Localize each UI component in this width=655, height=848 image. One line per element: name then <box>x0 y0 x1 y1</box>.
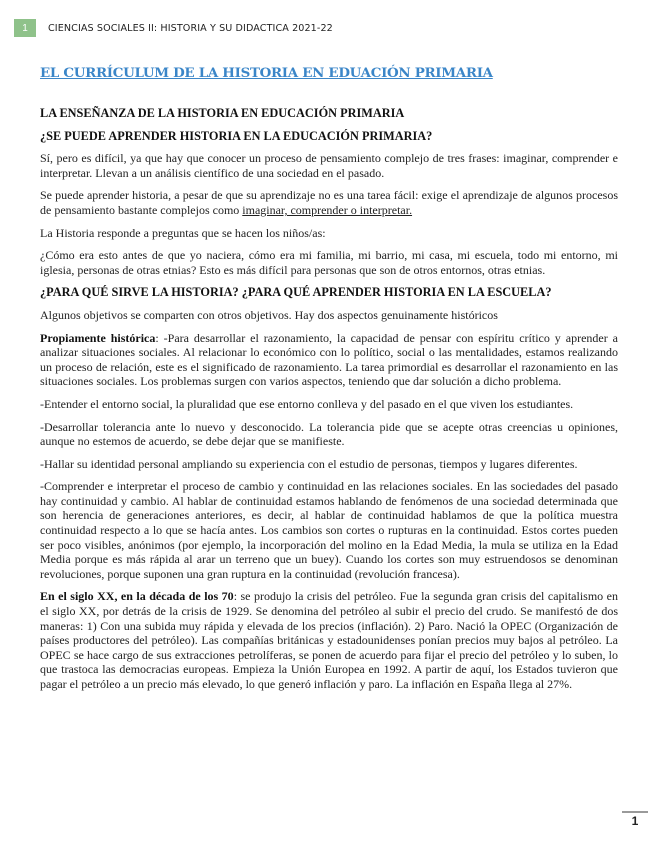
section-heading: ¿PARA QUÉ SIRVE LA HISTORIA? ¿PARA QUÉ APRENDER HISTORIA EN LA ESCUELA? <box>40 285 552 300</box>
document-body <box>40 106 618 700</box>
section-heading: LA ENSEÑANZA DE LA HISTORIA EN EDUCACIÓN PRIMARIA <box>40 106 405 120</box>
paragraph: -Hallar su identidad personal ampliando su experiencia con el estudio de personas, tiempos y lugares diferentes. <box>40 456 578 471</box>
paragraph: -Comprender e interpretar el proceso de cambio y continuidad en las relaciones sociales. En las sociedades del pasado hay continuidad y cambio. Al hablar de continuidad estamos hablando de fenómenos de una sociedad determinada que son herencia de generaciones anteriores, es decir, al hablar de continuidad hablamos de que la política muestra continuidad respecto a lo que se hacía antes. Los cambios son cortes o rupturas en la continuidad. Estos cortes pueden ser poco visibles, anónimos (por ejemplo, la incorporación del molino en la Edad Media, la mula se utiliza en la Edad Media porque es más rápida al arar un terreno que un buey). Cuando los cortes son muy estruendosos se denominan revoluciones, porque suponen una gran ruptura en la continuidad (revolución francesa). <box>40 479 618 581</box>
paragraph: ¿Cómo era esto antes de que yo naciera, cómo era mi familia, mi barrio, mi casa, mi escuela, todo mi entorno, mi iglesia, personas de otras etnias? Esto es más difícil para personas que son de otros entornos, otras etnias. <box>40 248 618 277</box>
paragraph: Sí, pero es difícil, ya que hay que conocer un proceso de pensamiento complejo de tres frases: imaginar, comprender e interpretar. Llevan a un análisis científico de una sociedad en el pasado. <box>40 151 618 180</box>
paragraph <box>40 188 618 217</box>
paragraph <box>40 589 618 691</box>
underlined-text: imaginar, comprender o interpretar. <box>242 202 413 217</box>
main-title: EL CURRÍCULUM DE LA HISTORIA EN EDUACIÓN PRIMARIA <box>40 65 493 81</box>
bold-lead: En el siglo XX, en la década de los 70 <box>40 589 234 604</box>
paragraph-text: : se produjo la crisis del petróleo. Fue la segunda gran crisis del capitalismo en el siglo XX, por detrás de la crisis de 1929. Se denomina del petróleo al subir el precio del crudo. Se manifestó de dos maneras: 1) Con una subida muy rápida y elevada de los precios (inflación). 2) Paro. Nació la OPEC (Organización de países productores del petróleo). Las compañías británicas y estadounidenses ponían precios muy bajos al petróleo. La OPEC se hace cargo de sus extracciones petrolíferas, se ponen de acuerdo para fijar el precio del petróleo y lo suben, lo que trastoca las democracias europeas. Empieza la Unión Europea en 1992. A partir de aquí, los Estados tuvieron que pagar el petróleo a un precio más elevado, lo que generó inflación y paro. La inflación en España llega al 27%. <box>40 589 618 691</box>
paragraph-text: : -Para desarrollar el razonamiento, la capacidad de pensar con espíritu crítico y aprender a analizar situaciones sociales. Al relacionar lo económico con lo político, social o las mentalidades, estamos realizando un proceso de relación, este es el significado de razonamiento. La tarea primordial es desarrollar el razonamiento en las situaciones sociales. Los problemas surgen con varios aspectos, teniendo que dar solución a dicho problema. <box>40 330 618 389</box>
header-title: CIENCIAS SOCIALES II: HISTORIA Y SU DIDACTICA 2021-22 <box>48 22 333 34</box>
paragraph <box>40 331 618 389</box>
section-heading: ¿SE PUEDE APRENDER HISTORIA EN LA EDUCACIÓN PRIMARIA? <box>40 128 433 143</box>
header-page-number: 1 <box>14 19 36 37</box>
paragraph: Algunos objetivos se comparten con otros objetivos. Hay dos aspectos genuinamente históricos <box>40 307 498 322</box>
paragraph: La Historia responde a preguntas que se hacen los niños/as: <box>40 225 326 240</box>
bold-lead: Propiamente histórica <box>40 330 156 345</box>
footer-divider <box>622 811 648 813</box>
footer-page-number: 1 <box>631 814 639 828</box>
paragraph-text: Se puede aprender historia, a pesar de que su aprendizaje no es una tarea fácil: exige el aprendizaje de algunos procesos de pensamiento bastante complejos como <box>40 188 618 217</box>
paragraph: -Entender el entorno social, la pluralidad que ese entorno conlleva y del pasado en el que viven los estudiantes. <box>40 396 574 411</box>
paragraph: -Desarrollar tolerancia ante lo nuevo y desconocido. La tolerancia pide que se acepte otras creencias u opiniones, aunque no estemos de acuerdo, se debe dejar que se manifieste. <box>40 419 618 449</box>
page-header <box>14 18 333 38</box>
